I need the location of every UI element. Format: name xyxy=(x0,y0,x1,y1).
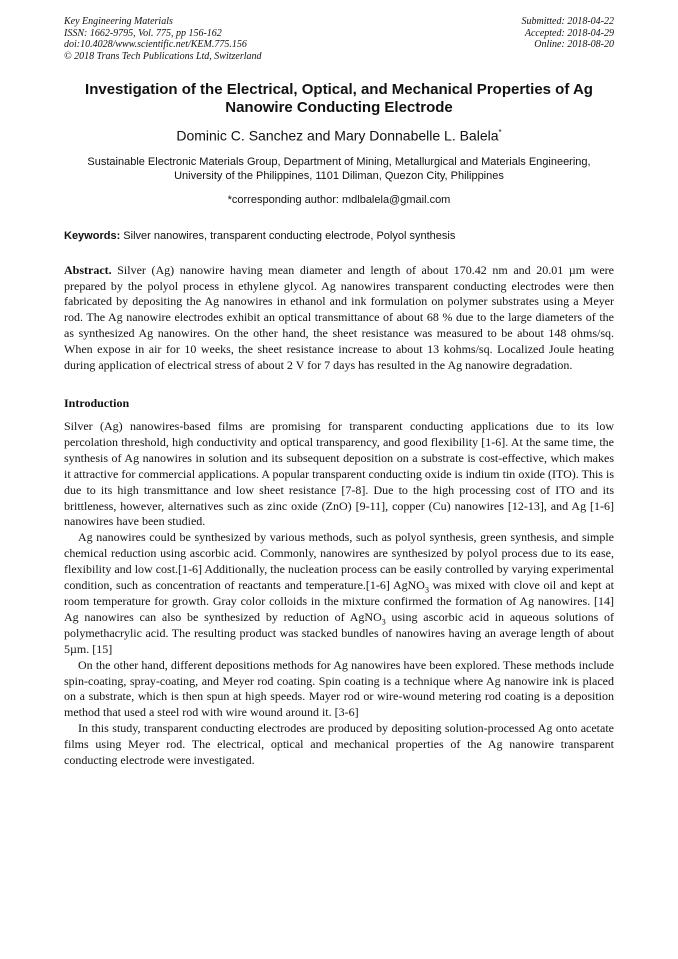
accepted-date: Accepted: 2018-04-29 xyxy=(524,27,614,39)
copyright: © 2018 Trans Tech Publications Ltd, Switzerland xyxy=(64,50,262,62)
paper-title: Investigation of the Electrical, Optical, and Mechanical Properties of Ag Nanowire Conducting Electrode xyxy=(85,81,593,116)
intro-p2-part-c: using ascorbic acid in aqueous solutions of polymethacrylic acid. The resulting product was stacked bundles of nanowires having an average length of about 5µm. [15] xyxy=(64,609,614,656)
doi: doi:10.4028/www.scientific.net/KEM.775.156 xyxy=(64,39,247,50)
abstract-text: Silver (Ag) nanowire having mean diameter and length of about 170.42 nm and 20.01 µm were prepared by the polyol process in ethylene glycol. Ag nanowires transparent conducting electrodes were then fabricated by depositing the Ag nanowires in ethanol and ink formulation on polymer substrates using a Meyer rod. The Ag nanowire electrodes exhibit an optical transmittance of about 68 % due to the large diameters of the as synthesized Ag nanowires. On the other hand, the sheet resistance was measured to be about 148 ohms/sq. When expose in air for 10 weeks, the sheet resistance increase to about 13 kohms/sq. Localized Joule heating during application of electrical stress of about 2 V for 7 days has resulted in the Ag nanowire degradation. xyxy=(64,262,614,373)
intro-p2-part-b: was mixed with clove oil and kept at room temperature for growth. Gray color colloids in the mixture confirmed the formation of Ag nanowires. [14] Ag nanowires can also be synthesized by reduction of AgNO xyxy=(64,578,614,624)
intro-paragraph-2 xyxy=(64,530,614,657)
intro-paragraph-1: Silver (Ag) nanowires-based films are promising for transparent conducting applications due to its low percolation threshold, high conductivity and optical transparency, and good flexibility [1-6]. At the same time, the synthesis of Ag nanowires in solution and its subsequent deposition on a substrate is cost-effective, which makes it attractive for commercial applications. A popular transparent conducting oxide is indium tin oxide (ITO). This is due to its high transmittance and low sheet resistance [7-8]. Due to the high processing cost of ITO and its brittleness, however, alternatives such as zinc oxide (ZnO) [9-11], copper (Cu) nanowires [12-13], and Ag [1-6] nanowires have been studied. xyxy=(64,419,614,529)
submitted-date: Submitted: 2018-04-22 xyxy=(521,16,614,27)
intro-p2-part-a: Ag nanowires could be synthesized by various methods, such as polyol synthesis, green synthesis, and simple chemical reduction using ascorbic acid. Commonly, nanowires are synthesized by polyol process due to its ease, flexibility and low cost.[1-6] Additionally, the nucleation process can be easily controlled by varying experimental condition, such as concentration of reactants and temperature.[1-6] AgNO xyxy=(64,530,614,593)
subscript-3: 3 xyxy=(381,617,386,627)
keywords xyxy=(64,229,614,243)
publication-dates xyxy=(522,16,615,62)
keywords-text: Silver nanowires, transparent conducting electrode, Polyol synthesis xyxy=(120,229,456,242)
subscript-3: 3 xyxy=(424,585,429,595)
journal-name: Key Engineering Materials xyxy=(64,16,173,27)
author-names: Dominic C. Sanchez and Mary Donnabelle L. Balela xyxy=(176,127,499,144)
keywords-label: Keywords: xyxy=(64,229,121,242)
online-date: Online: 2018-08-20 xyxy=(534,39,614,50)
intro-paragraph-3: On the other hand, different depositions methods for Ag nanowires have been explored. These methods include spin-coating, spray-coating, and Meyer rod coating. Spin coating is a technique where Ag nanowire ink is placed on a substrate, which is then spun at high speeds. Mayer rod or wire-wound metering rod coating is a deposition method that used a steel rod with wire wound around it. [3-6] xyxy=(64,657,614,720)
intro-paragraph-4: In this study, transparent conducting electrodes are produced by depositing solution-processed Ag onto acetate films using Meyer rod. The electrical, optical and mechanical properties of the Ag nanowire transparent conducting electrode were investigated. xyxy=(64,721,614,768)
corresponding-author: *corresponding author: mdlbalela@gmail.com xyxy=(227,193,451,206)
introduction-heading: Introduction xyxy=(64,396,130,410)
journal-info xyxy=(64,16,262,62)
abstract-label: Abstract. xyxy=(64,262,112,277)
authors xyxy=(64,124,614,145)
abstract xyxy=(64,263,614,374)
issn: ISSN: 1662-9795, Vol. 775, pp 156-162 xyxy=(64,27,222,39)
journal-header xyxy=(64,16,614,62)
corresponding-mark: * xyxy=(498,128,502,137)
affiliation: Sustainable Electronic Materials Group, Department of Mining, Metallurgical and Materials Engineering, University of the Philippines, 1101 Diliman, Quezon City, Philippines xyxy=(87,155,591,183)
